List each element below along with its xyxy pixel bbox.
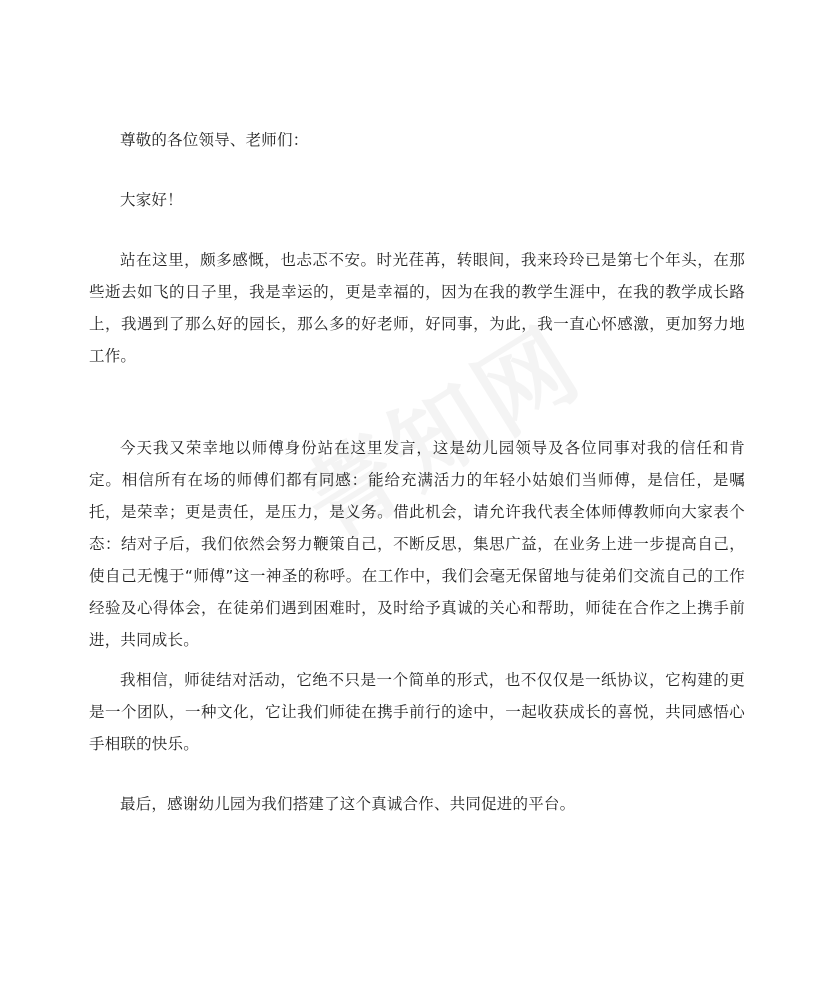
- paragraph-2: 今天我又荣幸地以师傅身份站在这里发言，这是幼儿园领导及各位同事对我的信任和肯定。相信所有在场的师傅们都有同感：能给充满活力的年轻小姑娘们当师傅，是信任，是嘱托，是荣幸；更是责任，是压力，是义务。借此机会，请允许我代表全体师傅教师向大家表个态：结对子后，我们依然会努力鞭策自己，不断反思，集思广益，在业务上进一步提高自己，使自己无愧于“师傅”这一神圣的称呼。在工作中，我们会毫无保留地与徒弟们交流自己的工作经验及心得体会，在徒弟们遇到困难时，及时给予真诚的关心和帮助，师徒在合作之上携手前进，共同成长。: [89, 439, 745, 649]
- salutation: 尊敬的各位领导、老师们：: [120, 131, 309, 149]
- closing-paragraph: 最后，感谢幼儿园为我们搭建了这个真诚合作、共同促进的平台。: [120, 795, 576, 813]
- paragraph-1: 站在这里，颇多感慨，也忐忑不安。时光荏苒，转眼间，我来玲玲已是第七个年头，在那些逝去如飞的日子里，我是幸运的，更是幸福的，因为在我的教学生涯中，在我的教学成长路上，我遇到了那么好的园长，那么多的好老师，好同事，为此，我一直心怀感激，更加努力地工作。: [89, 251, 745, 365]
- paragraph-3: 我相信，师徒结对活动，它绝不只是一个简单的形式，也不仅仅是一纸协议，它构建的更是一个团队，一种文化，它让我们师徒在携手前行的途中，一起收获成长的喜悦，共同感悟心手相联的快乐。: [89, 671, 745, 753]
- greeting: 大家好！: [120, 191, 183, 209]
